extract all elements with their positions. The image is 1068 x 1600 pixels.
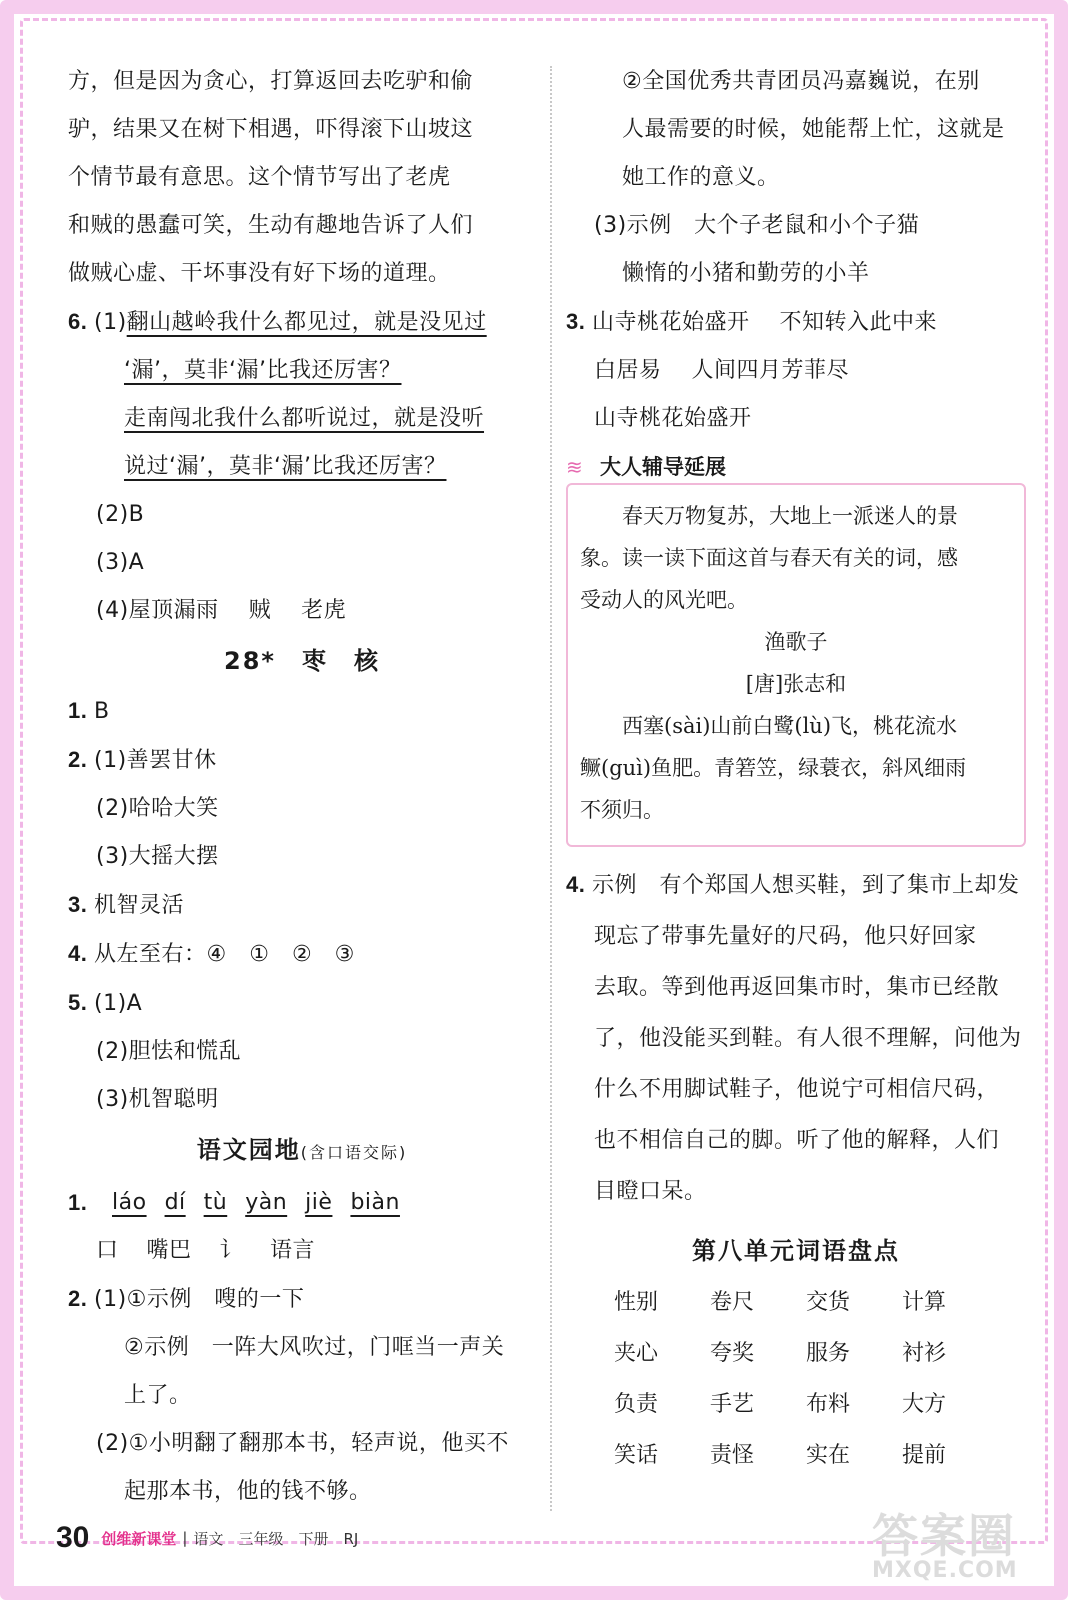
answer-line: 白居易 人间四月芳菲尽	[594, 358, 849, 383]
right-column	[566, 58, 1026, 1481]
char: 讠	[219, 1238, 243, 1263]
poem-line: 不须归。	[580, 798, 664, 822]
char: 嘴巴	[146, 1238, 192, 1263]
answer-line: 去取。等到他再返回集市时，集市已经散	[594, 975, 1000, 1000]
answer-underlined: 翻山越岭我什么都见过，就是没见过	[126, 310, 487, 335]
pinyin: biàn	[350, 1190, 400, 1215]
vocab-word: 大方	[902, 1392, 947, 1417]
vocab-title: 第八单元词语盘点	[692, 1237, 900, 1265]
tip-text: 象。读一读下面这首与春天有关的词，感	[580, 546, 958, 570]
question-number: 5.	[68, 990, 88, 1015]
column-divider	[550, 66, 552, 1511]
answer: (1)①示例 嗖的一下	[94, 1287, 305, 1312]
answer-underlined: 走南闯北我什么都听说过，就是没听	[124, 406, 485, 431]
question-number: 2.	[68, 1286, 88, 1311]
text-line: 个情节最有意思。这个情节写出了老虎	[68, 165, 451, 190]
vocab-word: 卷尺	[710, 1290, 755, 1315]
answer-line: (4)屋顶漏雨 贼 老虎	[96, 598, 347, 623]
answer-line: ②示例 一阵大风吹过，门哐当一声关	[124, 1335, 505, 1360]
question-3-right	[566, 298, 1026, 347]
answer-prefix: (1)	[94, 310, 127, 335]
left-column	[68, 58, 536, 1516]
watermark	[872, 1500, 1052, 1592]
answer-line	[68, 443, 536, 491]
vocab-word: 布料	[806, 1392, 851, 1417]
question-6	[68, 298, 536, 347]
answer-line: 起那本书，他的钱不够。	[124, 1479, 372, 1504]
answer-line: 也不相信自己的脚。听了他的解释，人们	[594, 1128, 1000, 1153]
footer-info: 语文 三年级 下册 RJ	[193, 1529, 359, 1548]
watermark-logo: 答案圈	[872, 1509, 1016, 1563]
vocab-word: 服务	[806, 1341, 851, 1366]
answer-underlined: 说过‘漏’，莫非‘漏’比我还厉害？	[124, 454, 447, 479]
answer: 从左至右：④ ① ② ③	[94, 942, 355, 967]
answer-line: (2)①小明翻了翻那本书，轻声说，他买不	[96, 1431, 509, 1456]
vocab-word: 交货	[806, 1290, 851, 1315]
pinyin: tù	[203, 1190, 228, 1215]
section-title-note: (含口语交际)	[300, 1143, 408, 1162]
answer: (1)善罢甘休	[94, 748, 217, 773]
pinyin: láo	[112, 1190, 147, 1215]
question-number: 2.	[68, 747, 88, 772]
answer-line	[68, 395, 536, 443]
vocab-grid	[614, 1277, 1026, 1481]
question-4-right	[566, 859, 1026, 911]
answer-line: 山寺桃花始盛开	[594, 406, 752, 431]
vocab-word: 计算	[902, 1290, 947, 1315]
question-1	[68, 687, 536, 736]
vocab-word: 笑话	[614, 1443, 659, 1468]
section-title: 28* 枣 核	[224, 647, 380, 675]
pinyin: yàn	[245, 1190, 288, 1215]
vocab-word: 夸奖	[710, 1341, 755, 1366]
answer-line: (3)机智聪明	[96, 1087, 219, 1112]
poem-title: 渔歌子	[764, 630, 828, 654]
vocab-word: 衬衫	[902, 1341, 947, 1366]
text-line: 和贼的愚蠢可笑，生动有趣地告诉了人们	[68, 213, 474, 238]
text-line: 方，但是因为贪心，打算返回去吃驴和偷	[68, 69, 474, 94]
garden-question-2	[68, 1275, 536, 1324]
text-line: 驴，结果又在树下相遇，吓得滚下山坡这	[68, 117, 474, 142]
question-number: 3.	[566, 309, 586, 334]
answer: 山寺桃花始盛开 不知转入此中来	[592, 310, 937, 335]
answer-line: 了，他没能买到鞋。有人很不理解，问他为	[594, 1026, 1022, 1051]
watermark-url: MXQE.COM	[872, 1558, 1018, 1583]
answer-line: 什么不用脚试鞋子，他说宁可相信尺码，	[594, 1077, 1000, 1102]
text-line: 她工作的意义。	[622, 165, 780, 190]
pinyin: jiè	[305, 1190, 333, 1215]
answer-line: (2)B	[96, 502, 145, 527]
question-number: 6.	[68, 309, 88, 334]
vocab-word: 手艺	[710, 1392, 755, 1417]
tip-text: 春天万物复苏，大地上一派迷人的景	[622, 504, 958, 528]
vocab-word: 负责	[614, 1392, 659, 1417]
poem-author: [唐]张志和	[745, 672, 847, 696]
question-number: 4.	[566, 872, 586, 897]
answer: B	[94, 699, 110, 724]
question-number: 1.	[68, 1190, 88, 1215]
wave-icon: ≋	[566, 455, 583, 479]
tip-box	[566, 483, 1026, 847]
question-4	[68, 930, 536, 979]
answer-line: (3)A	[96, 550, 145, 575]
question-number: 4.	[68, 941, 88, 966]
footer-separator: |	[182, 1529, 188, 1547]
text-line: ②全国优秀共青团员冯嘉巍说，在别	[622, 69, 980, 94]
answer: 示例 有个郑国人想买鞋，到了集市上却发	[592, 873, 1020, 898]
vocab-word: 性别	[614, 1290, 659, 1315]
question-5	[68, 979, 536, 1028]
section-title-garden	[68, 1124, 536, 1179]
char: 口	[96, 1238, 119, 1263]
question-2	[68, 736, 536, 785]
vocab-word: 提前	[902, 1443, 947, 1468]
vocab-word: 夹心	[614, 1341, 659, 1366]
pinyin-row	[68, 1179, 536, 1227]
text-line: (3)示例 大个子老鼠和小个子猫	[594, 213, 920, 238]
answer-line: 上了。	[124, 1383, 192, 1408]
section-title-text: 语文园地	[196, 1136, 301, 1164]
poem-line: 鳜(guì)鱼肥。青箬笠，绿蓑衣，斜风细雨	[580, 756, 967, 780]
answer-line: (2)胆怯和慌乱	[96, 1039, 242, 1064]
tip-header	[566, 449, 1026, 483]
answer-line: (3)大摇大摆	[96, 844, 219, 869]
footer-brand: 创维新课堂	[101, 1529, 177, 1548]
answer-line	[68, 347, 536, 395]
vocab-word: 实在	[806, 1443, 851, 1468]
answer-underlined: ‘漏’，莫非‘漏’比我还厉害？	[124, 358, 402, 383]
char-row	[68, 1227, 536, 1275]
answer-line: 目瞪口呆。	[594, 1179, 707, 1204]
char: 语言	[270, 1238, 316, 1263]
tip-text: 受动人的风光吧。	[580, 588, 748, 612]
pinyin: dí	[164, 1190, 186, 1215]
question-number: 1.	[68, 698, 88, 723]
question-3	[68, 881, 536, 930]
answer-line: (2)哈哈大笑	[96, 796, 219, 821]
text-line: 做贼心虚、干坏事没有好下场的道理。	[68, 261, 451, 286]
answer: 机智灵活	[94, 893, 185, 918]
text-line: 懒惰的小猪和勤劳的小羊	[622, 261, 870, 286]
tip-title: 大人辅导延展	[600, 455, 726, 479]
answer-line: 现忘了带事先量好的尺码，他只好回家	[594, 924, 977, 949]
answer: (1)A	[94, 991, 143, 1016]
text-line: 人最需要的时候，她能帮上忙，这就是	[622, 117, 1005, 142]
vocab-word: 责怪	[710, 1443, 755, 1468]
question-number: 3.	[68, 892, 88, 917]
poem-line: 西塞(sài)山前白鹭(lù)飞，桃花流水	[622, 714, 958, 738]
page-number: 30	[56, 1521, 90, 1554]
page-footer	[56, 1518, 358, 1558]
